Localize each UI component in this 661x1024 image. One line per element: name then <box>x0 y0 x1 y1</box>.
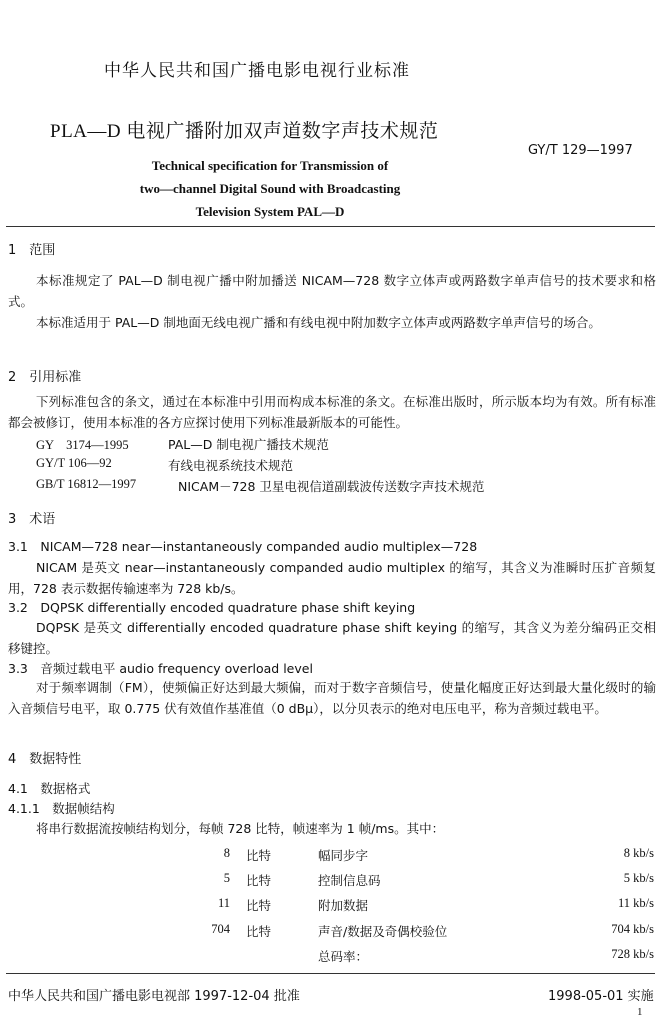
ref-code-2: GY/T 106—92 <box>36 456 112 470</box>
row-name: 声音/数据及奇偶校验位 <box>318 924 448 939</box>
row-name: 附加数据 <box>318 898 369 913</box>
header-divider <box>6 226 655 227</box>
section-1-heading: 1 范围 <box>8 243 56 258</box>
section-2-heading: 2 引用标准 <box>8 370 82 385</box>
document-title-en-line2: two—channel Digital Sound with Broadcasting <box>139 181 401 196</box>
footer-divider <box>6 973 655 974</box>
ref-title-3: NICAM－728 卫星电视信道副载波传送数字声技术规范 <box>178 479 485 494</box>
section-1-paragraph-1: 本标准规定了 PAL—D 制电视广播中附加播送 NICAM—728 数字立体声或两路数字单声信号的技术要求和格式。 <box>8 273 656 309</box>
term-3-1-heading: 3.1 NICAM—728 near—instantaneously companded audio multiplex—728 <box>8 539 478 554</box>
frame-structure-intro: 将串行数据流按帧结构划分，每帧 728 比特，帧速率为 1 帧/ms。其中： <box>36 821 445 836</box>
implementation-date: 1998-05-01 实施 <box>548 989 654 1004</box>
row-name: 控制信息码 <box>318 873 381 888</box>
row-bits: 8 <box>223 846 230 860</box>
row-bits: 11 <box>217 896 230 910</box>
ref-code-3: GB/T 16812—1997 <box>36 477 137 491</box>
total-rate-value: 728 kb/s <box>611 947 654 961</box>
issuing-organization: 中华人民共和国广播电影电视行业标准 <box>104 61 410 81</box>
row-rate: 8 kb/s <box>623 846 654 860</box>
term-3-3-body: 对于频率调制（FM），使频偏正好达到最大频偏，而对于数字音频信号，使量化幅度正好达到最大量化级时的输入音频信号电平，取 0.775 伏有效值作基准值（0 dBμ），以分贝表示的绝对电压电平，称为音频过载电平。 <box>8 680 656 716</box>
row-bits: 704 <box>211 922 230 936</box>
section-4-1-1-heading: 4.1.1 数据帧结构 <box>8 801 115 816</box>
row-rate: 11 kb/s <box>618 896 654 910</box>
row-unit: 比特 <box>246 873 272 888</box>
section-1-paragraph-2: 本标准适用于 PAL—D 制地面无线电视广播和有线电视中附加数字立体声或两路数字单声信号的场合。 <box>36 315 601 330</box>
document-title-en-line1: Technical specification for Transmission of <box>151 158 389 173</box>
section-4-1-heading: 4.1 数据格式 <box>8 781 91 796</box>
ref-title-2: 有线电视系统技术规范 <box>168 458 294 473</box>
ref-code-1: GY 3174—1995 <box>36 438 129 452</box>
row-unit: 比特 <box>246 898 272 913</box>
standard-number: GY/T 129—1997 <box>528 143 633 158</box>
ref-title-1: PAL—D 制电视广播技术规范 <box>168 437 329 452</box>
row-unit: 比特 <box>246 848 272 863</box>
term-3-1-body: NICAM 是英文 near—instantaneously companded audio multiplex 的缩写，其含义为准瞬时压扩音频复用，728 表示数据传输速率为 728 kb/s。 <box>8 560 656 596</box>
total-rate-label: 总码率： <box>318 949 369 964</box>
document-title-zh: PLA—D 电视广播附加双声道数字声技术规范 <box>50 121 439 142</box>
row-unit: 比特 <box>246 924 272 939</box>
section-2-paragraph: 下列标准包含的条文，通过在本标准中引用而构成本标准的条文。在标准出版时，所示版本均为有效。所有标准都会被修订，使用本标准的各方应探讨使用下列标准最新版本的可能性。 <box>8 394 656 430</box>
document-title-en-line3: Television System PAL—D <box>195 204 345 219</box>
term-3-3-heading: 3.3 音频过载电平 audio frequency overload level <box>8 661 313 676</box>
row-bits: 5 <box>223 871 230 885</box>
row-rate: 5 kb/s <box>623 871 654 885</box>
page-number: 1 <box>637 1006 643 1018</box>
section-4-heading: 4 数据特性 <box>8 752 82 767</box>
row-name: 幅同步字 <box>318 848 369 863</box>
section-3-heading: 3 术语 <box>8 512 56 527</box>
term-3-2-heading: 3.2 DQPSK differentially encoded quadrature phase shift keying <box>8 600 416 615</box>
row-rate: 704 kb/s <box>611 922 654 936</box>
term-3-2-body: DQPSK 是英文 differentially encoded quadrature phase shift keying 的缩写，其含义为差分编码正交相移键控。 <box>8 620 656 656</box>
approval-notice: 中华人民共和国广播电影电视部 1997-12-04 批准 <box>8 989 300 1004</box>
